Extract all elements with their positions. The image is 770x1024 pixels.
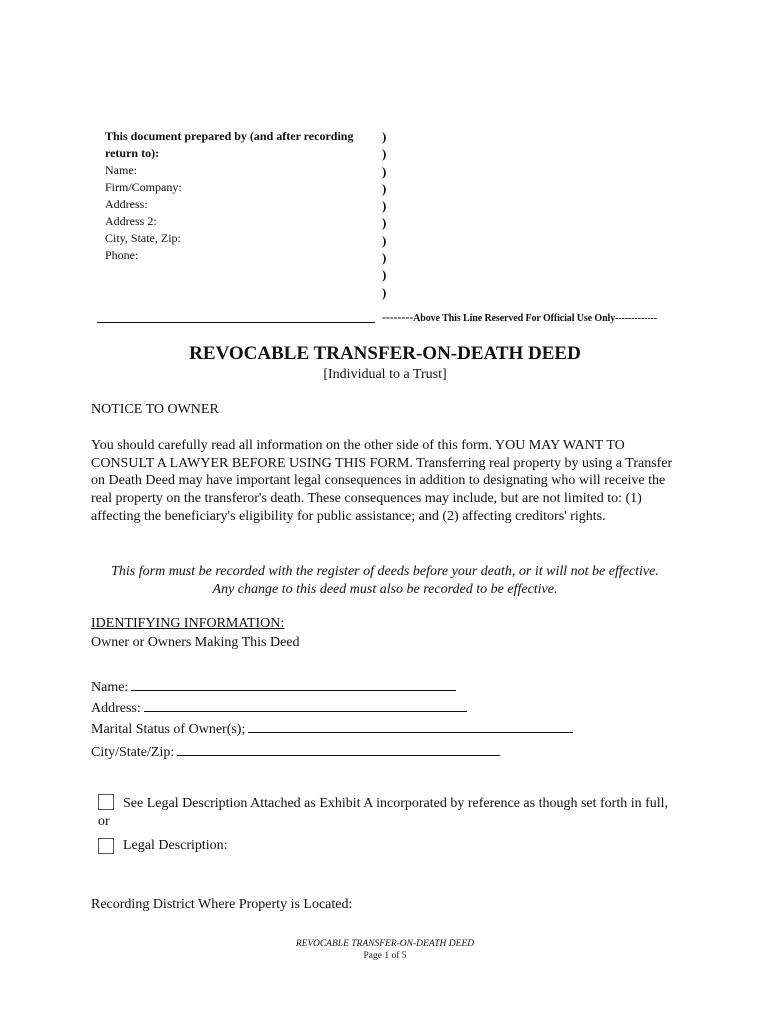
prepared-by-label-1: This document prepared by (and after recording	[105, 129, 354, 143]
paren: )	[382, 180, 387, 196]
footer-page-number: Page 1 of 5	[363, 951, 407, 961]
owner-name-label: Name:	[91, 680, 129, 695]
paren: )	[382, 146, 387, 162]
legal-description-label: Legal Description:	[123, 838, 228, 853]
prep-field-name: Name:	[105, 163, 137, 177]
prepared-by-block	[105, 128, 375, 264]
prep-field-phone: Phone:	[105, 248, 139, 262]
paren: )	[382, 163, 387, 179]
paren: )	[382, 129, 387, 144]
paren: )	[382, 250, 387, 266]
prep-field-firm: Firm/Company:	[105, 180, 182, 194]
paren-column	[382, 128, 386, 301]
official-dash-right: -------------	[615, 313, 658, 324]
notice-paragraph: You should carefully read all information on the other side of this form. YOU MAY WANT TO CONSULT A LAWYER BEFORE USING THIS FORM. Transferring real property by using a Transfer on Death Deed may have important legal consequences in addition to designating who will receive the real property on the transferor's death. These consequences may include, but are not limited to: (1) affecting the beneficiary's eligibility for public assistance; and (2) affecting creditors' rights.	[91, 438, 673, 524]
identifying-subheading: Owner or Owners Making This Deed	[91, 635, 300, 650]
owner-address-label: Address:	[91, 701, 141, 716]
legal-description-checkbox[interactable]	[98, 838, 114, 854]
identifying-heading: IDENTIFYING INFORMATION:	[91, 616, 285, 631]
paren: )	[382, 198, 387, 214]
marital-status-label: Marital Status of Owner(s);	[91, 722, 246, 737]
official-use-text: Above This Line Reserved For Official Use Only	[413, 313, 616, 324]
footer-title: REVOCABLE TRANSFER-ON-DEATH DEED	[295, 939, 475, 949]
official-use-notice	[382, 310, 657, 325]
official-dash-left: --------	[382, 310, 414, 324]
exhibit-a-option-label: See Legal Description Attached as Exhibit A incorporated by reference as though set forth in full, or	[98, 796, 669, 829]
paren: )	[382, 215, 387, 231]
recording-warning: This form must be recorded with the register of deeds before your death, or it will not be effective. Any change to this deed must also be recorded to be effective.	[111, 564, 659, 597]
notice-heading: NOTICE TO OWNER	[91, 402, 219, 417]
header-divider-line	[97, 322, 375, 323]
owner-name-blank[interactable]	[131, 678, 456, 691]
recording-district-label: Recording District Where Property is Located:	[91, 897, 353, 912]
paren: )	[382, 284, 387, 300]
city-state-zip-field	[91, 743, 500, 761]
prep-field-city: City, State, Zip:	[105, 231, 181, 245]
prep-field-address: Address:	[105, 197, 148, 211]
prep-field-address2: Address 2:	[105, 214, 157, 228]
document-title: REVOCABLE TRANSFER-ON-DEATH DEED	[189, 343, 581, 364]
owner-address-field	[91, 699, 467, 717]
owner-name-field	[91, 678, 456, 696]
city-state-zip-label: City/State/Zip:	[91, 745, 175, 760]
marital-status-field	[91, 720, 573, 738]
prepared-by-label-2: return to):	[105, 146, 160, 160]
owner-address-blank[interactable]	[144, 699, 467, 712]
document-subtitle: [Individual to a Trust]	[323, 367, 447, 382]
marital-status-blank[interactable]	[248, 720, 573, 733]
paren: )	[382, 232, 387, 248]
city-state-zip-blank[interactable]	[177, 743, 500, 756]
paren: )	[382, 267, 387, 283]
